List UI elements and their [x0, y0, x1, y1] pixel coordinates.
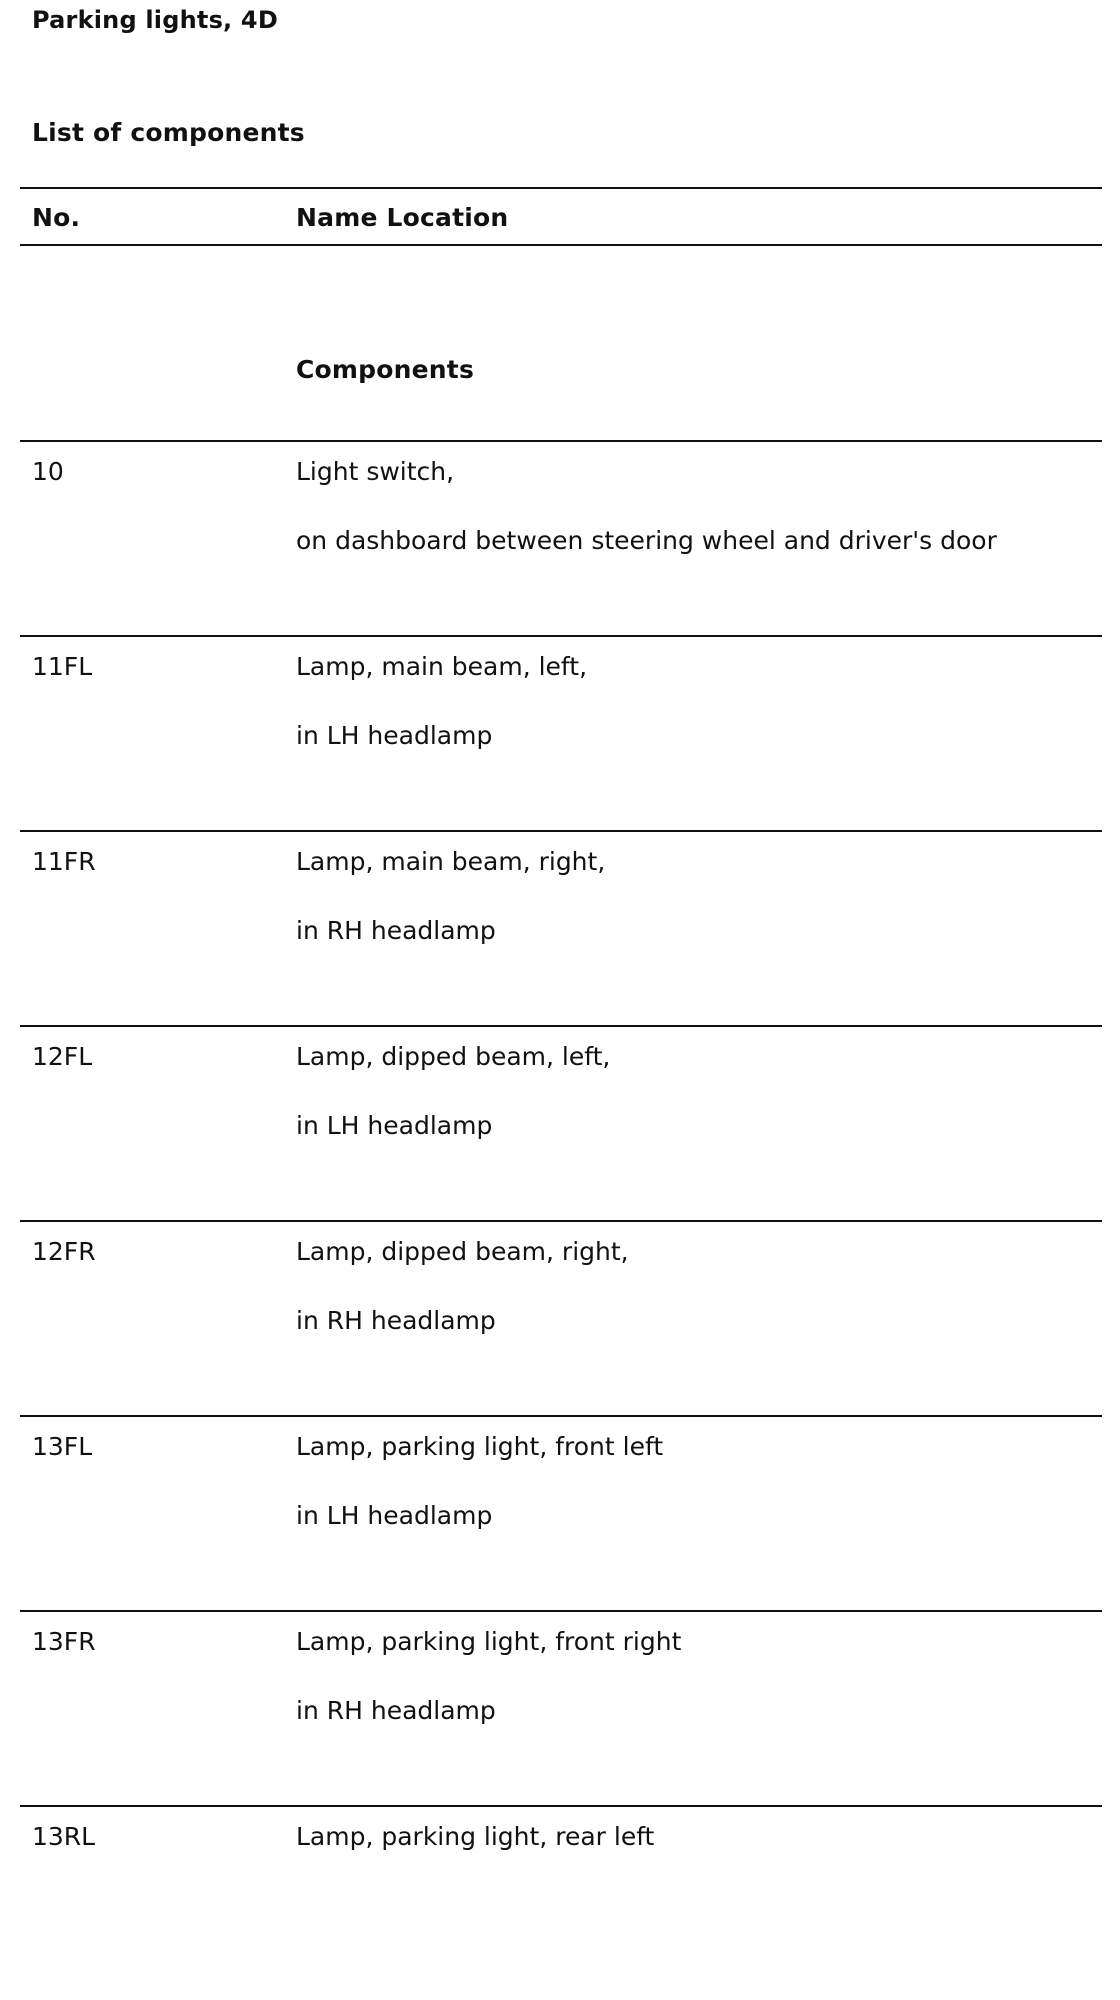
row-location: in RH headlamp — [296, 1306, 496, 1335]
row-name: Light switch, — [296, 457, 455, 486]
row-name: Lamp, parking light, front right — [296, 1627, 682, 1656]
row-name: Lamp, dipped beam, left, — [296, 1042, 611, 1071]
row-location: in RH headlamp — [296, 1696, 496, 1725]
row-number: 13FL — [32, 1432, 93, 1461]
section-label: Components — [296, 355, 475, 384]
row-location: in LH headlamp — [296, 1111, 493, 1140]
document-subtitle: List of components — [32, 118, 305, 147]
header-name-location: Name Location — [296, 203, 509, 232]
table-header-row — [20, 189, 1102, 244]
row-name: Lamp, parking light, rear left — [296, 1822, 655, 1851]
table-row — [20, 442, 1102, 635]
row-number: 11FL — [32, 652, 93, 681]
document-page — [20, 0, 1102, 1858]
row-name: Lamp, main beam, left, — [296, 652, 588, 681]
row-number: 11FR — [32, 847, 96, 876]
table-row — [20, 832, 1102, 1025]
table-row — [20, 637, 1102, 830]
header-no: No. — [32, 203, 81, 232]
table-row — [20, 1612, 1102, 1805]
row-number: 13FR — [32, 1627, 96, 1656]
row-location: in LH headlamp — [296, 1501, 493, 1530]
table-row — [20, 1222, 1102, 1415]
row-location: on dashboard between steering wheel and driver's door — [296, 526, 997, 555]
row-number: 10 — [32, 457, 64, 486]
row-number: 12FR — [32, 1237, 96, 1266]
row-location: in LH headlamp — [296, 721, 493, 750]
row-name: Lamp, parking light, front left — [296, 1432, 664, 1461]
table-row — [20, 1417, 1102, 1610]
table-row — [20, 1807, 1102, 2000]
row-location: in RH headlamp — [296, 916, 496, 945]
table-section-row — [20, 246, 1102, 440]
row-number: 12FL — [32, 1042, 93, 1071]
document-title: Parking lights, 4D — [32, 6, 278, 34]
row-name: Lamp, main beam, right, — [296, 847, 606, 876]
table-row — [20, 1027, 1102, 1220]
components-table — [20, 187, 1102, 2000]
row-number: 13RL — [32, 1822, 96, 1851]
row-name: Lamp, dipped beam, right, — [296, 1237, 629, 1266]
